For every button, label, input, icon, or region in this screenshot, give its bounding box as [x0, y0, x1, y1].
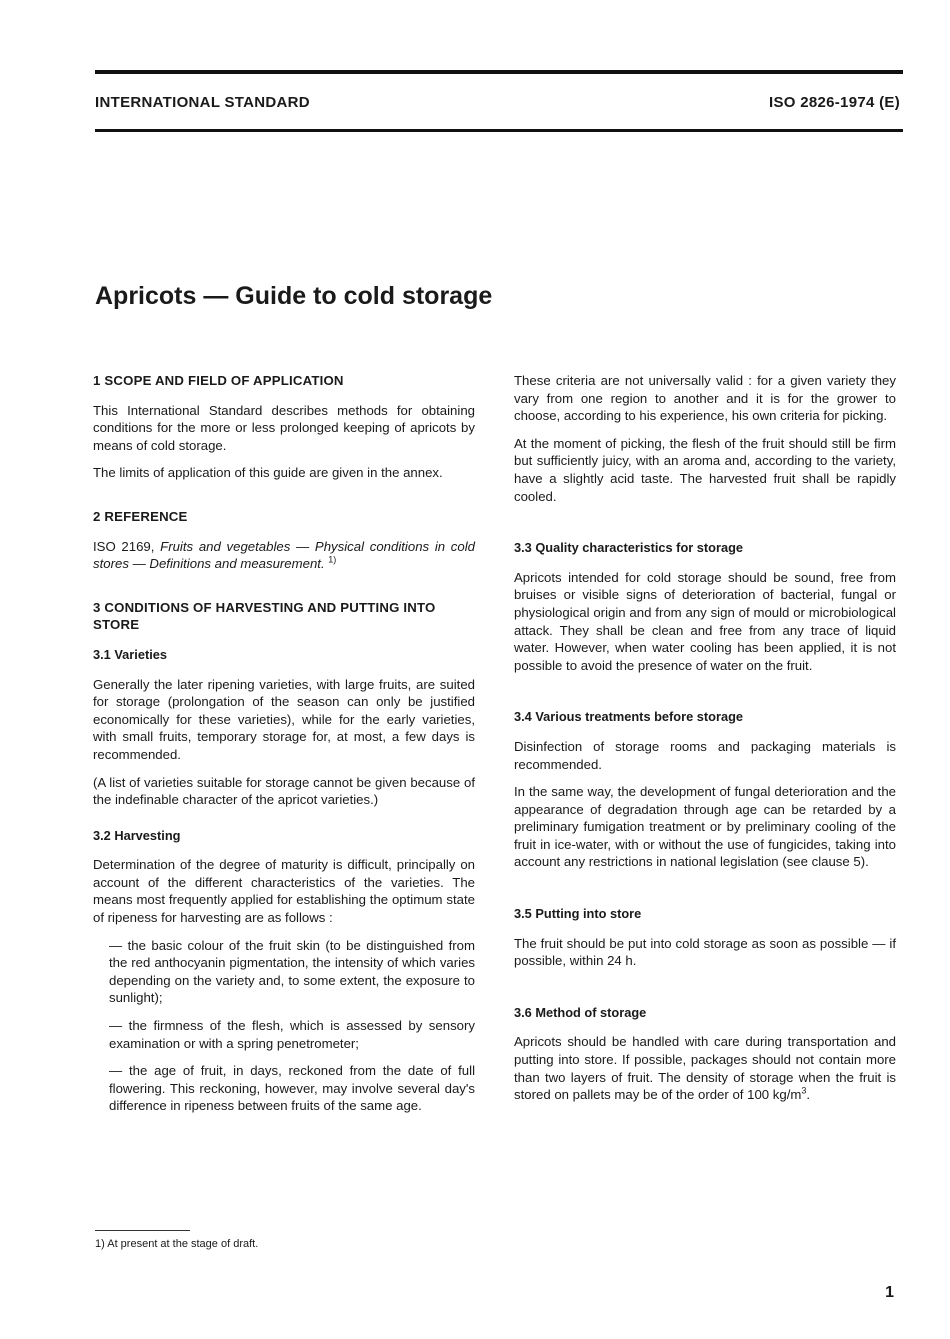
- section-3-1-paragraph: (A list of varieties suitable for storage cannot be given because of the indefinable character of the apricot varieties.): [93, 774, 475, 808]
- footnote-marker: 1): [328, 554, 337, 565]
- section-3-4-paragraph: Disinfection of storage rooms and packaging materials is recommended.: [514, 738, 896, 772]
- section-3-1-heading: 3.1 Varieties: [93, 646, 167, 662]
- list-item: — the firmness of the flesh, which is assessed by sensory examination or with a spring penetrometer;: [109, 1018, 475, 1051]
- document-title: Apricots — Guide to cold storage: [95, 282, 493, 310]
- section-3-6-paragraph: [514, 1033, 896, 1103]
- storage-method-text: Apricots should be handled with care during transportation and putting into store. If possible, packages should not contain more than two layers of fruit. The density of storage when the fruit is stored on pallets may be of the order of 100 kg/m: [514, 1034, 896, 1103]
- reference-entry: [93, 538, 475, 573]
- standard-number: ISO 2826-1974 (E): [768, 94, 900, 111]
- period: .: [806, 1087, 811, 1103]
- reference-number: ISO 2169,: [93, 538, 161, 554]
- footnote: 1) At present at the stage of draft.: [95, 1238, 259, 1250]
- list-item: — the basic colour of the fruit skin (to be distinguished from the red anthocyanin pigmentation, the intensity of which varies depending on the variety and, to some extent, the exposure to sunlight);: [109, 937, 475, 1006]
- section-3-2-paragraph: At the moment of picking, the flesh of the fruit should still be firm but sufficiently juicy, with an aroma and, according to the variety, have a slightly acid taste. The harvested fruit shall be rapidly cooled.: [514, 435, 896, 504]
- section-3-3-heading: 3.3 Quality characteristics for storage: [514, 540, 744, 556]
- ripeness-criteria-list: [93, 937, 475, 1115]
- footnote-rule: [95, 1230, 190, 1231]
- page-number: 1: [885, 1284, 894, 1301]
- section-1-heading: 1 SCOPE AND FIELD OF APPLICATION: [93, 373, 344, 388]
- section-3-3-paragraph: Apricots intended for cold storage should be sound, free from bruises or visible signs of deterioration of bacterial, fungal or physiological origin and from any sign of mould or microbiological attack. They shall be clean and free from any trace of liquid water. However, when water cooling has been applied, it is not possible to avoid the presence of water on the fruit.: [514, 569, 896, 673]
- section-3-2-paragraph: Determination of the degree of maturity is difficult, principally on account of the different characteristics of the varieties. The means most frequently applied for establishing the optimum state of ripeness for harvesting are as follows :: [93, 857, 475, 926]
- header-bottom-rule: [95, 129, 903, 132]
- document-type-label: INTERNATIONAL STANDARD: [95, 94, 310, 111]
- section-2-heading: 2 REFERENCE: [93, 508, 188, 524]
- superscript: 3: [801, 1085, 807, 1096]
- header-top-rule: [95, 70, 903, 74]
- section-3-1-paragraph: Generally the later ripening varieties, with large fruits, are suited for storage (prolongation of the season can only be justified economically for these varieties), while for the early varieties, with small fruits, temporary storage for, at most, a few days is recommended.: [93, 676, 475, 762]
- section-3-4-heading: 3.4 Various treatments before storage: [514, 709, 744, 725]
- section-1-paragraph: This International Standard describes methods for obtaining conditions for the more or less prolonged keeping of apricots by means of cold storage.: [93, 402, 475, 453]
- section-3-5-heading: 3.5 Putting into store: [514, 906, 642, 922]
- reference-title: Fruits and vegetables — Physical conditions in cold stores — Definitions and measurement.: [93, 538, 475, 572]
- right-column: [514, 372, 896, 1114]
- section-3-5-paragraph: The fruit should be put into cold storage as soon as possible — if possible, within 24 h.: [514, 935, 896, 969]
- list-item: — the age of fruit, in days, reckoned from the date of full flowering. This reckoning, however, may involve several day's difference in ripeness between fruits of the same age.: [109, 1063, 475, 1114]
- section-1-paragraph: The limits of application of this guide are given in the annex.: [93, 465, 443, 481]
- section-3-2-heading: 3.2 Harvesting: [93, 827, 181, 843]
- left-column: [93, 372, 475, 1125]
- section-3-4-paragraph: In the same way, the development of fungal deterioration and the appearance of degradation through age can be retarded by a preliminary fumigation treatment or by preliminary cooling of the fruit in ice-water, with or without the use of fungicides, taking into account any restrictions in national legislation (see clause 5).: [514, 784, 896, 870]
- section-3-2-paragraph: These criteria are not universally valid : for a given variety they vary from one region to another and it is for the grower to choose, according to his experience, his own criteria for picking.: [514, 373, 896, 424]
- section-3-heading: 3 CONDITIONS OF HARVESTING AND PUTTING INTO STORE: [93, 599, 436, 633]
- section-3-6-heading: 3.6 Method of storage: [514, 1004, 647, 1020]
